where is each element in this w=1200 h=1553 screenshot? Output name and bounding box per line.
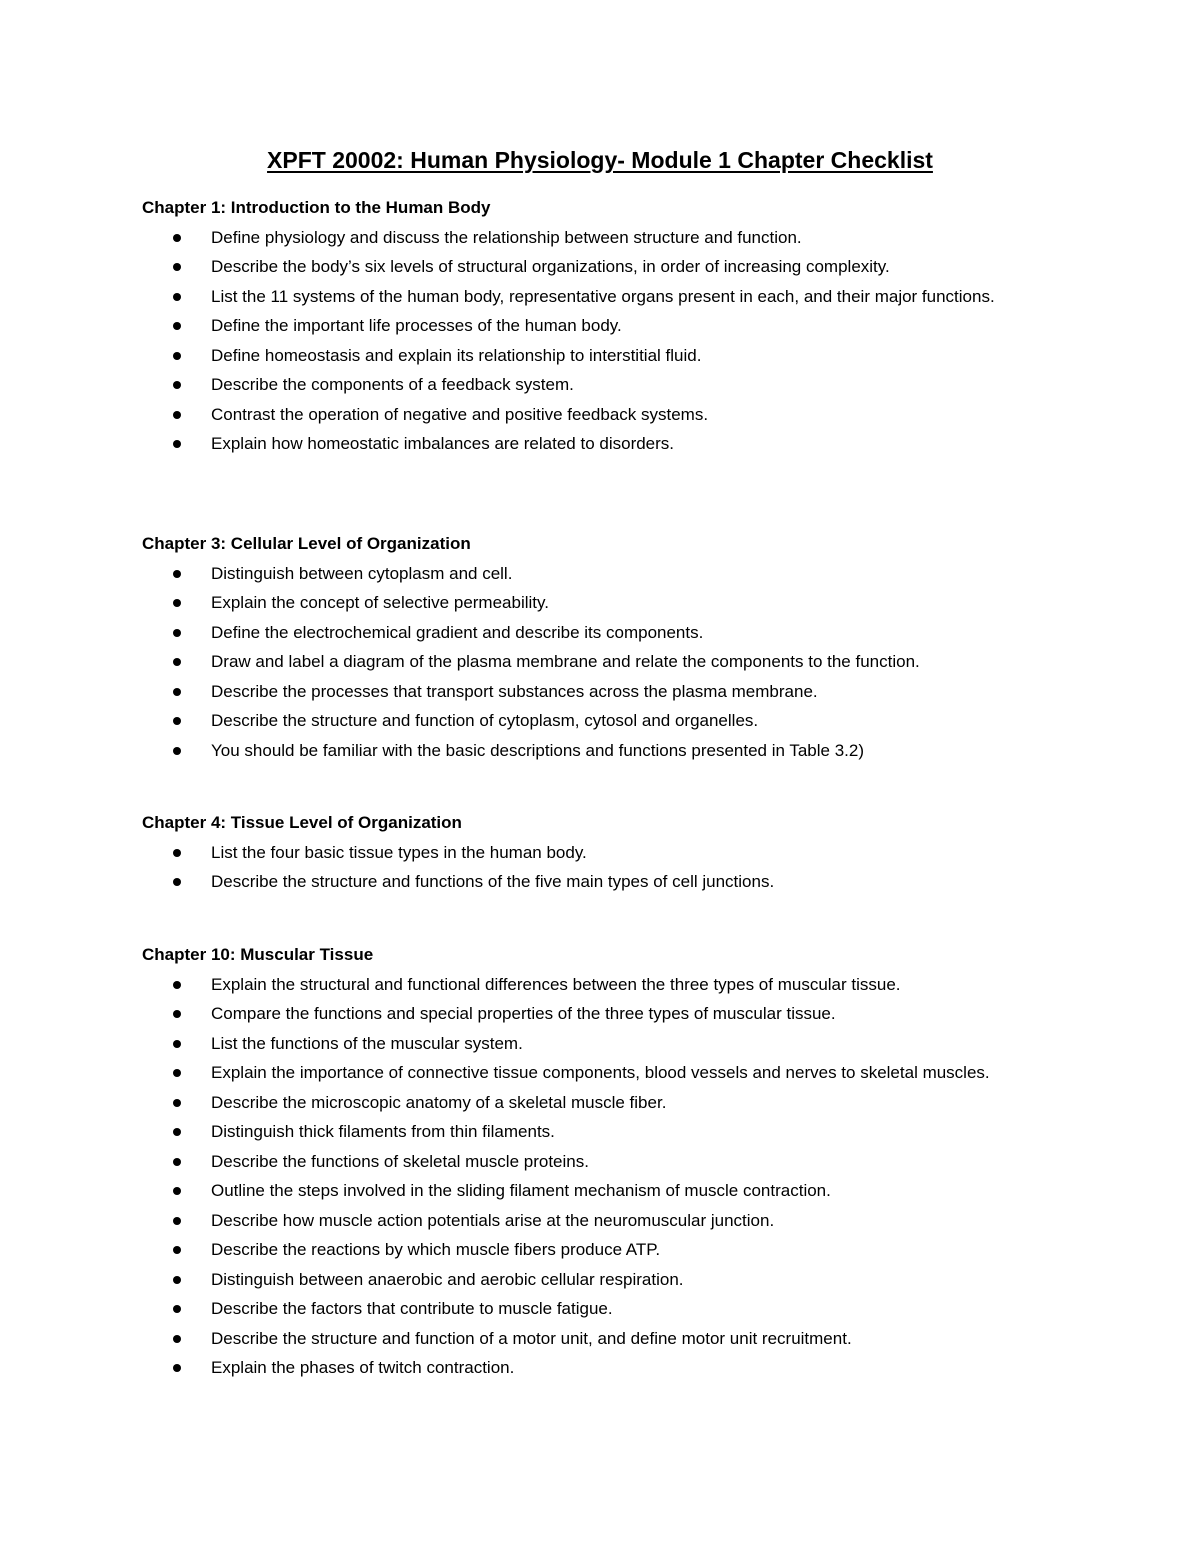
- section-heading: Chapter 4: Tissue Level of Organization: [142, 813, 462, 832]
- list-item: [142, 1353, 1082, 1383]
- list-item-text: Distinguish between anaerobic and aerobic cellular respiration.: [211, 1269, 684, 1289]
- section-chapter-10: [142, 940, 1082, 1383]
- bullet-icon: [173, 570, 181, 578]
- list-item-text: List the four basic tissue types in the human body.: [211, 842, 587, 862]
- bullet-icon: [173, 878, 181, 886]
- list-item: [142, 970, 1082, 1000]
- list-item-text: Describe how muscle action potentials arise at the neuromuscular junction.: [211, 1210, 775, 1230]
- bullet-icon: [173, 599, 181, 607]
- list-item-text: Define the important life processes of the human body.: [211, 316, 622, 335]
- list-item: [142, 559, 1082, 589]
- list-item-text: List the 11 systems of the human body, representative organs present in each, and their major functions.: [211, 286, 995, 306]
- list-item: [142, 1206, 1082, 1236]
- list-item: [142, 282, 1082, 312]
- list-item-text: Compare the functions and special properties of the three types of muscular tissue.: [211, 1004, 836, 1023]
- list-item-text: Explain the phases of twitch contraction.: [211, 1358, 515, 1377]
- list-item-text: Describe the body’s six levels of structural organizations, in order of increasing complexity.: [211, 257, 890, 276]
- bullet-icon: [173, 381, 181, 389]
- bullet-icon: [173, 629, 181, 637]
- list-item-text: Describe the microscopic anatomy of a skeletal muscle fiber.: [211, 1092, 667, 1112]
- list-item-text: Describe the components of a feedback system.: [211, 375, 574, 394]
- list-item: [142, 370, 1082, 400]
- list-item-text: Describe the structure and function of a motor unit, and define motor unit recruitment.: [211, 1328, 852, 1348]
- bullet-icon: [173, 1276, 181, 1284]
- checklist: [142, 223, 1082, 459]
- list-item-text: You should be familiar with the basic descriptions and functions presented in Table 3.2): [211, 740, 865, 760]
- list-item: [142, 1235, 1082, 1265]
- page-title: XPFT 20002: Human Physiology- Module 1 Chapter Checklist: [267, 147, 933, 173]
- list-item-text: Define physiology and discuss the relationship between structure and function.: [211, 227, 802, 247]
- list-item: [142, 1265, 1082, 1295]
- list-item: [142, 999, 1082, 1029]
- list-item: [142, 1324, 1082, 1354]
- bullet-icon: [173, 981, 181, 989]
- list-item-text: Describe the functions of skeletal muscle proteins.: [211, 1151, 589, 1171]
- list-item: [142, 1029, 1082, 1059]
- bullet-icon: [173, 322, 181, 330]
- section-chapter-3: [142, 529, 1082, 765]
- list-item: [142, 429, 1082, 459]
- bullet-icon: [173, 658, 181, 666]
- checklist: [142, 838, 1082, 897]
- bullet-icon: [173, 1335, 181, 1343]
- list-item-text: Distinguish thick filaments from thin filaments.: [211, 1122, 555, 1141]
- bullet-icon: [173, 263, 181, 271]
- list-item-text: Draw and label a diagram of the plasma membrane and relate the components to the function.: [211, 652, 920, 671]
- list-item: [142, 311, 1082, 341]
- checklist: [142, 970, 1082, 1383]
- list-item-text: Describe the structure and functions of the five main types of cell junctions.: [211, 872, 775, 891]
- bullet-icon: [173, 747, 181, 755]
- bullet-icon: [173, 293, 181, 301]
- list-item: [142, 1147, 1082, 1177]
- list-item-text: Describe the factors that contribute to muscle fatigue.: [211, 1299, 613, 1318]
- bullet-icon: [173, 1217, 181, 1225]
- list-item: [142, 223, 1082, 253]
- list-item: [142, 647, 1082, 677]
- list-item: [142, 1294, 1082, 1324]
- list-item: [142, 1058, 1082, 1088]
- list-item: [142, 1088, 1082, 1118]
- list-item-text: Distinguish between cytoplasm and cell.: [211, 563, 513, 583]
- bullet-icon: [173, 1246, 181, 1254]
- list-item-text: Explain how homeostatic imbalances are related to disorders.: [211, 434, 675, 453]
- list-item-text: Explain the structural and functional differences between the three types of muscular tissue.: [211, 974, 901, 994]
- list-item: [142, 1176, 1082, 1206]
- bullet-icon: [173, 352, 181, 360]
- bullet-icon: [173, 849, 181, 857]
- section-heading: Chapter 3: Cellular Level of Organization: [142, 534, 471, 553]
- list-item-text: List the functions of the muscular system.: [211, 1033, 523, 1053]
- bullet-icon: [173, 717, 181, 725]
- list-item-text: Define homeostasis and explain its relationship to interstitial fluid.: [211, 345, 702, 365]
- bullet-icon: [173, 1099, 181, 1107]
- list-item-text: Explain the concept of selective permeability.: [211, 593, 549, 612]
- list-item: [142, 867, 1082, 897]
- list-item-text: Contrast the operation of negative and positive feedback systems.: [211, 404, 709, 424]
- list-item: [142, 677, 1082, 707]
- bullet-icon: [173, 1128, 181, 1136]
- bullet-icon: [173, 1187, 181, 1195]
- section-heading: Chapter 1: Introduction to the Human Body: [142, 198, 491, 217]
- bullet-icon: [173, 1010, 181, 1018]
- section-heading: Chapter 10: Muscular Tissue: [142, 945, 374, 964]
- list-item-text: Define the electrochemical gradient and describe its components.: [211, 622, 704, 642]
- list-item-text: Describe the reactions by which muscle fibers produce ATP.: [211, 1240, 661, 1259]
- list-item-text: Explain the importance of connective tissue components, blood vessels and nerves to skeletal muscles.: [211, 1063, 990, 1082]
- bullet-icon: [173, 234, 181, 242]
- section-chapter-4: [142, 808, 1082, 897]
- list-item: [142, 252, 1082, 282]
- list-item: [142, 706, 1082, 736]
- bullet-icon: [173, 1040, 181, 1048]
- bullet-icon: [173, 411, 181, 419]
- list-item: [142, 400, 1082, 430]
- list-item-text: Outline the steps involved in the sliding filament mechanism of muscle contraction.: [211, 1181, 831, 1200]
- bullet-icon: [173, 1069, 181, 1077]
- list-item-text: Describe the processes that transport substances across the plasma membrane.: [211, 681, 818, 701]
- list-item: [142, 588, 1082, 618]
- list-item: [142, 618, 1082, 648]
- bullet-icon: [173, 440, 181, 448]
- list-item-text: Describe the structure and function of cytoplasm, cytosol and organelles.: [211, 711, 759, 730]
- bullet-icon: [173, 688, 181, 696]
- checklist: [142, 559, 1082, 766]
- bullet-icon: [173, 1158, 181, 1166]
- bullet-icon: [173, 1305, 181, 1313]
- list-item: [142, 736, 1082, 766]
- list-item: [142, 1117, 1082, 1147]
- bullet-icon: [173, 1364, 181, 1372]
- list-item: [142, 341, 1082, 371]
- section-chapter-1: [142, 193, 1082, 459]
- list-item: [142, 838, 1082, 868]
